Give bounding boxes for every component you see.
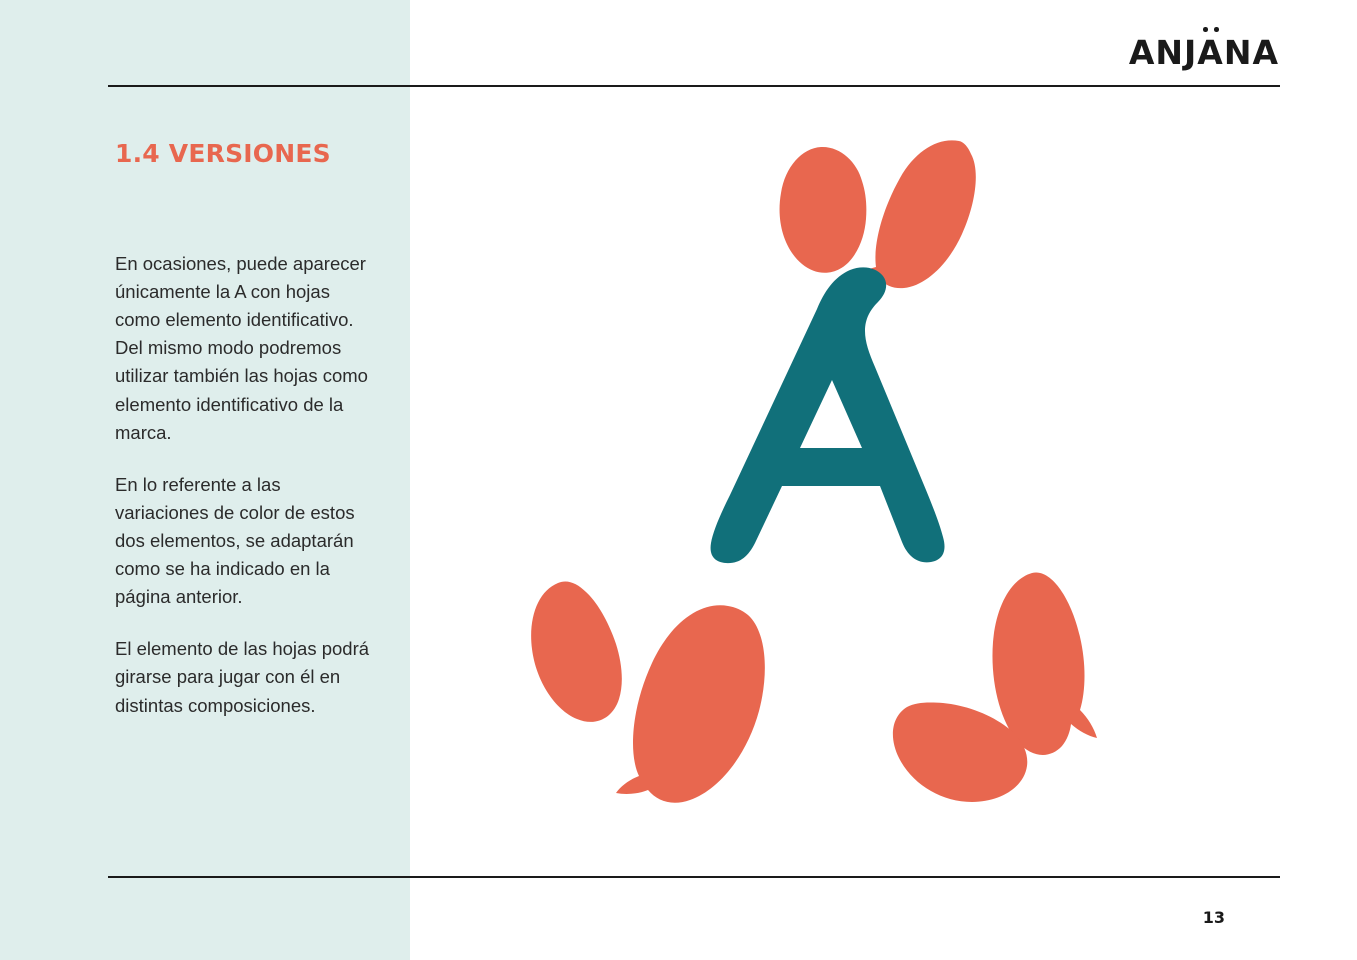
- leaf-icon: [856, 140, 976, 288]
- artwork-area: [410, 85, 1357, 876]
- brand-logo-umlaut-letter: A: [1197, 33, 1224, 72]
- leaf-icon: [531, 581, 622, 721]
- body-paragraph: El elemento de las hojas podrá girarse para jugar con él en distintas composiciones.: [115, 638, 370, 716]
- brand-logo-part-before: ANJ: [1128, 33, 1198, 72]
- brand-logo: [1128, 33, 1279, 72]
- page-title: 1.4 VERSIONES: [115, 139, 331, 168]
- body-paragraph: En ocasiones, puede aparecer únicamente la A con hojas como elemento identificativo. Del mismo modo podremos utilizar también las hojas como elemento identificativo de la marca.: [115, 253, 368, 443]
- body-paragraph: En lo referente a las variaciones de color de estos dos elementos, se adaptarán como se ha indicado en la página anterior.: [115, 473, 355, 608]
- letter-a-glyph: [711, 267, 945, 563]
- page-number: 13: [1202, 908, 1225, 927]
- leaf-icon: [616, 605, 765, 802]
- footer-rule: [108, 876, 1280, 878]
- brand-logo-part-after: NA: [1223, 33, 1279, 72]
- body-copy: [115, 250, 377, 720]
- anjana-logo-illustration: [410, 85, 1357, 876]
- leaf-icon: [992, 572, 1097, 754]
- leaf-icon: [780, 147, 867, 273]
